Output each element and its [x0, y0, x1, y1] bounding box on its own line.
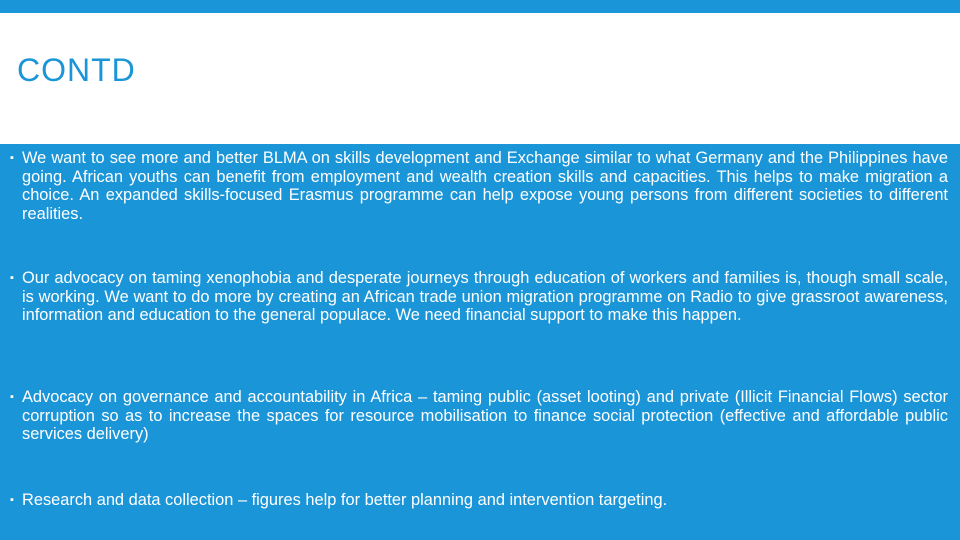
bullet-marker-icon: ▪	[10, 152, 14, 164]
slide-title: CONTD	[17, 52, 136, 88]
bullet-item-research-data	[10, 491, 948, 510]
bullet-text: We want to see more and better BLMA on skills development and Exchange similar to what Germany and the Philippines have going. African youths can benefit from employment and wealth creation skills and capacities. This helps to make migration a choice. An expanded skills-focused Erasmus programme can help expose young persons from different societies to different realities.	[22, 149, 948, 223]
bullet-marker-icon: ▪	[10, 391, 14, 403]
bullet-item-xenophobia-advocacy	[10, 269, 948, 325]
bullet-marker-icon: ▪	[10, 494, 14, 506]
bullet-text: Our advocacy on taming xenophobia and desperate journeys through education of workers and families is, though small scale, is working. We want to do more by creating an African trade union migration programme on Radio to give grassroot awareness, information and education to the general populace. We need financial support to make this happen.	[22, 269, 948, 325]
bullet-text: Advocacy on governance and accountability in Africa – taming public (asset looting) and private (Illicit Financial Flows) sector corruption so as to increase the spaces for resource mobilisation to finance social protection (effective and affordable public services delivery)	[22, 388, 948, 444]
bullet-marker-icon: ▪	[10, 272, 14, 284]
bullet-item-skills-development	[10, 149, 948, 223]
bullet-text: Research and data collection – figures help for better planning and intervention targeting.	[22, 491, 668, 509]
bullet-item-governance-accountability	[10, 388, 948, 444]
